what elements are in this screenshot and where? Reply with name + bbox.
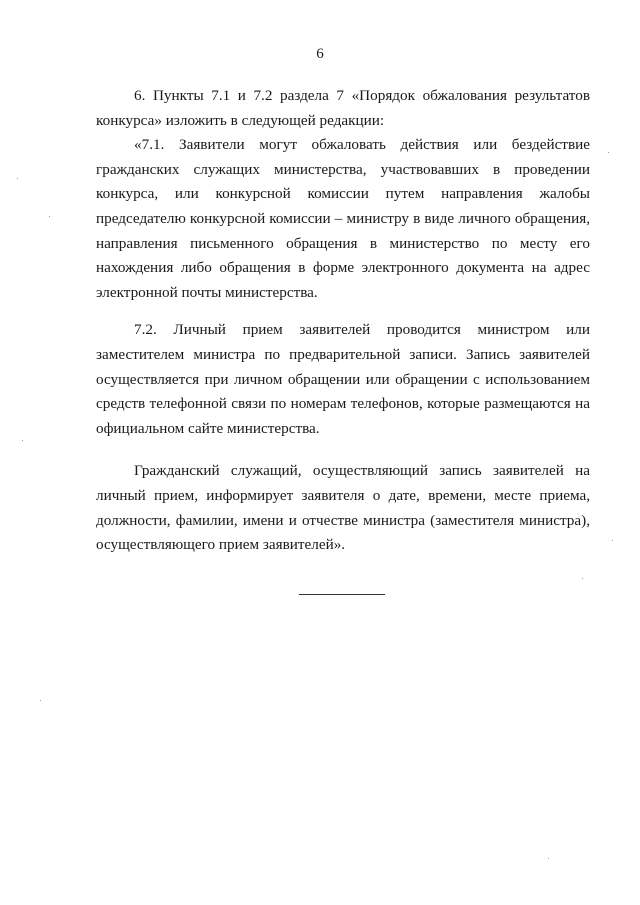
scan-speck bbox=[608, 152, 609, 153]
scan-speck bbox=[548, 858, 549, 859]
scan-speck bbox=[582, 578, 583, 579]
scan-speck bbox=[17, 178, 18, 179]
scan-speck bbox=[49, 216, 50, 217]
scan-speck bbox=[40, 700, 41, 701]
paragraph-item-6: 6. Пункты 7.1 и 7.2 раздела 7 «Порядок обжалования результатов конкурса» изложить в следующей редакции: bbox=[96, 87, 590, 129]
end-divider-line bbox=[299, 594, 385, 595]
paragraph-civil-servant: Гражданский служащий, осуществляющий запись заявителей на личный прием, информирует заявителя о дате, времени, месте приема, должности, фамилии, имени и отчестве министра (заместителя министра), осуществляющего прием заявителей». bbox=[96, 462, 590, 554]
scan-speck bbox=[22, 440, 23, 441]
page-number: 6 bbox=[316, 46, 324, 62]
paragraph-7-1: «7.1. Заявители могут обжаловать действия или бездействие гражданских служащих министерства, участвовавших в проведении конкурса, или конкурсной комиссии путем направления жалобы председателю конкурсной комиссии – министру в виде личного обращения, направления письменного обращения в министерство по месту его нахождения либо обращения в форме электронного документа на адрес электронной почты министерства. bbox=[96, 136, 590, 301]
scan-speck bbox=[612, 540, 613, 541]
document-body bbox=[96, 84, 590, 558]
paragraph-7-2: 7.2. Личный прием заявителей проводится министром или заместителем министра по предварительной записи. Запись заявителей осуществляется при личном обращении или обращении с использованием средств телефонной связи по номерам телефонов, которые размещаются на официальном сайте министерства. bbox=[96, 321, 590, 437]
